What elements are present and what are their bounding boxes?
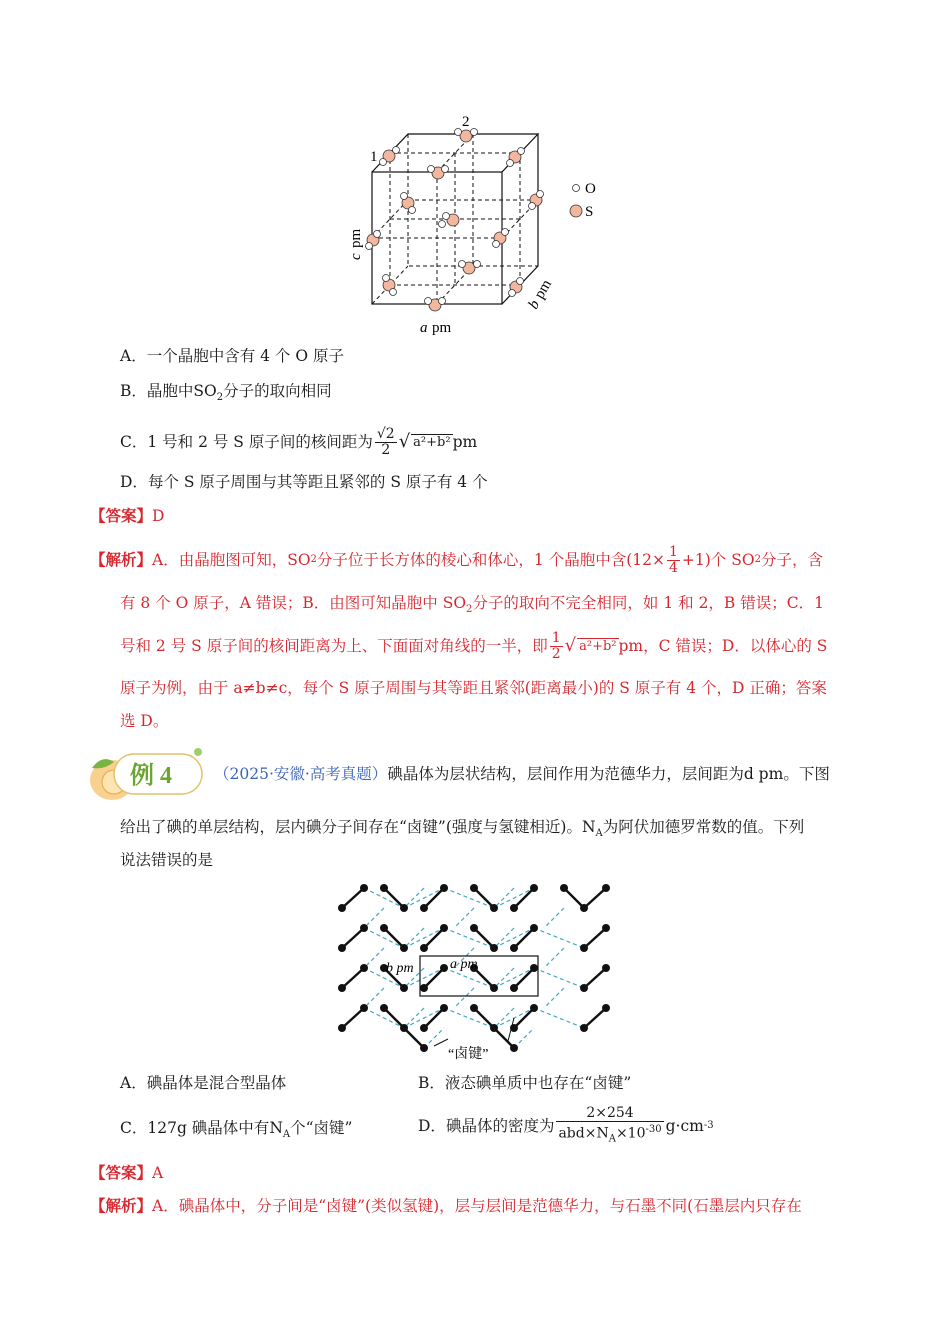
q3-analysis-line5: 选 D。 bbox=[120, 712, 169, 730]
q3-option-a: A．一个晶胞中含有 4 个 O 原子 bbox=[120, 347, 344, 365]
axis-b-label: b bbox=[525, 297, 544, 312]
halogen-bond-arrow-1 bbox=[434, 1039, 448, 1046]
example-badge bbox=[86, 740, 208, 804]
q3-analysis-line4: 原子为例，由于 a≠b≠c，每个 S 原子周围与其等距且紧邻(距离最小)的 S 原子有 4 个，D 正确；答案 bbox=[120, 679, 827, 697]
q4-stem-line3: 说法错误的是 bbox=[120, 851, 214, 869]
a-pm-label: a pm bbox=[450, 957, 478, 972]
q4-option-a: A．碘晶体是混合型晶体 bbox=[120, 1074, 287, 1092]
q3-option-b: B．晶胞中$SO_2$分子的取向相同 bbox=[120, 382, 332, 404]
so2-unit-cell-figure bbox=[340, 110, 620, 340]
axis-b-unit: pm bbox=[531, 277, 556, 302]
q4-stem-line2: 给出了碘的单层结构，层内碘分子间存在“卤键”(强度与氢键相近)。$N_A$为阿伏加德罗常数的值。下列 bbox=[120, 818, 805, 840]
q4-stem-line1: （2025·安徽·高考真题）碘晶体为层状结构，层间作用为范德华力，层间距为d pm。下图 bbox=[214, 765, 830, 783]
q3-option-d: D．每个 S 原子周围与其等距且紧邻的 S 原子有 4 个 bbox=[120, 473, 488, 491]
q3-answer: 【答案】D bbox=[90, 506, 165, 525]
legend-o-marker bbox=[573, 185, 580, 192]
q3-analysis-line3: 号和 2 号 S 原子间的核间距离为上、下面面对角线的一半，即 $\frac{1}{2}$ √ a²+b² pm，C 错误；D．以体心的 S bbox=[120, 629, 828, 662]
q4-option-b: B．液态碘单质中也存在“卤键” bbox=[418, 1074, 632, 1092]
axis-a-unit: pm bbox=[432, 320, 452, 336]
legend-s-marker bbox=[570, 205, 582, 217]
b-pm-label: b pm bbox=[386, 961, 414, 976]
q4-answer: 【答案】A bbox=[90, 1163, 164, 1182]
q3-analysis-line2: 有 8 个 O 原子，A 错误；B．由图可知晶胞中 $SO_2$分子的取向不完全相同，如 1 和 2，B 错误；C．1 bbox=[120, 594, 824, 616]
example-badge-label: 例 4 bbox=[130, 763, 172, 789]
iodine-layer-figure bbox=[330, 876, 620, 1066]
legend-o: O bbox=[585, 181, 596, 197]
q4-option-c: C．127g 碘晶体中有$N_A$个“卤键” bbox=[120, 1119, 353, 1141]
atom-label-2: 2 bbox=[462, 114, 470, 130]
q4-source: （2025·安徽·高考真题） bbox=[214, 765, 388, 783]
q3-analysis-line1: 【解析】 A．由晶胞图可知，SO 2 分子位于长方体的棱心和体心，1 个晶胞中含(12× $\frac{1}{4}$ +1)个 SO 2 分子，含 bbox=[90, 543, 823, 576]
atom-label-1: 1 bbox=[370, 149, 378, 165]
axis-a-label: a bbox=[420, 320, 428, 336]
halogen-bond-label: “卤键” bbox=[448, 1047, 489, 1062]
q4-analysis-line1: 【解析】A．碘晶体中，分子间是“卤键”(类似氢键)，层与层间是范德华力，与石墨不同(石墨层内只存在 bbox=[90, 1196, 802, 1215]
q4-option-d: D． 碘晶体的密度为 $\frac{2\times 254}{abd\times N_A\times 10^{-30}}$ g·cm -3 bbox=[418, 1104, 714, 1145]
axis-c-label: c bbox=[348, 253, 364, 260]
q3-option-c: C． 1 号和 2 号 S 原子间的核间距为 $\frac{√2}{2}$ √ a²+b² pm bbox=[120, 425, 478, 458]
legend-s: S bbox=[585, 204, 594, 220]
axis-c-unit: pm bbox=[348, 228, 364, 248]
